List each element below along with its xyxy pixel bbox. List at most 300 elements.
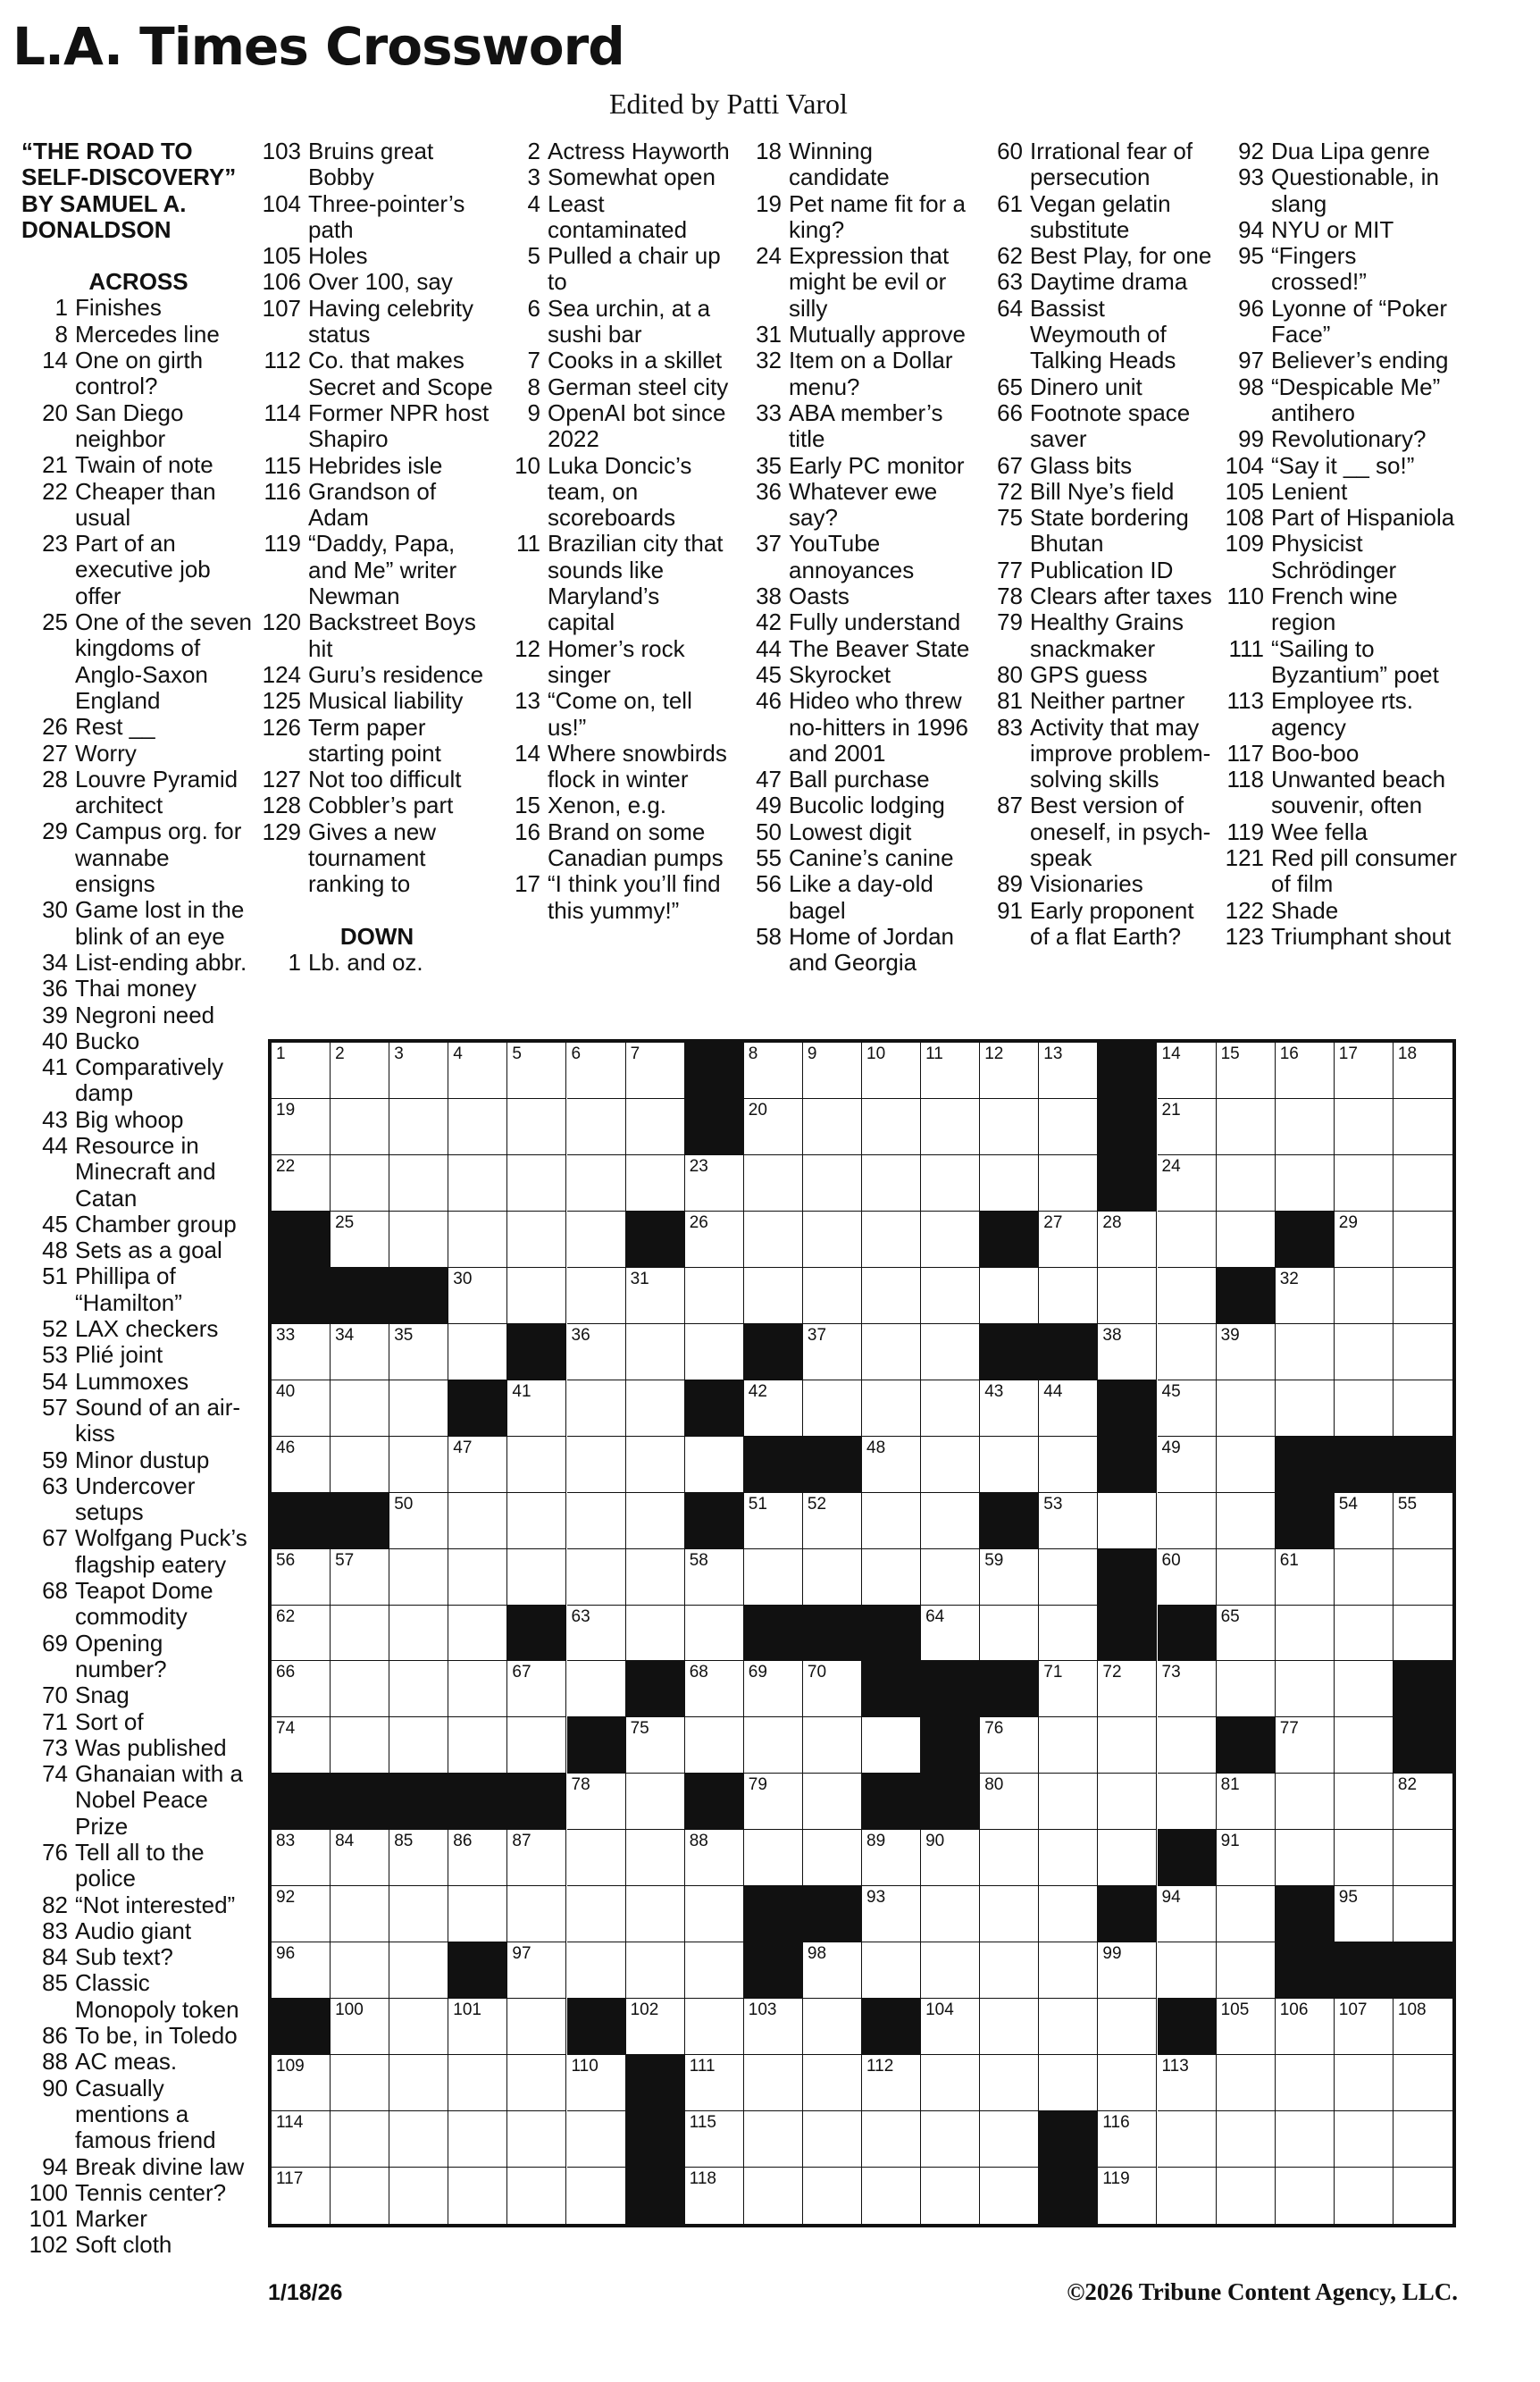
grid-square[interactable] [1039,1886,1098,1942]
grid-square[interactable] [1394,1774,1452,1830]
grid-square[interactable] [507,1717,566,1774]
grid-square[interactable] [331,2111,389,2168]
grid-square[interactable] [921,1830,980,1886]
grid-square[interactable] [448,1493,507,1549]
grid-square[interactable] [921,1437,980,1493]
grid-square[interactable] [1158,1942,1217,1999]
grid-square[interactable] [1217,1099,1276,1155]
grid-square[interactable] [980,1043,1039,1099]
grid-square[interactable] [1335,1155,1394,1212]
grid-square[interactable] [1335,1099,1394,1155]
grid-square[interactable] [803,1999,862,2055]
grid-square[interactable] [1217,2055,1276,2111]
grid-square[interactable] [921,2168,980,2224]
grid-square[interactable] [744,1493,803,1549]
grid-square[interactable] [921,1099,980,1155]
grid-square[interactable] [389,1437,448,1493]
grid-square[interactable] [626,1099,685,1155]
grid-square[interactable] [803,1324,862,1380]
grid-square[interactable] [803,2055,862,2111]
grid-square[interactable] [1098,1324,1157,1380]
grid-square[interactable] [685,1268,744,1324]
grid-square[interactable] [1217,1606,1276,1662]
grid-square[interactable] [1039,1268,1098,1324]
grid-square[interactable] [507,1886,566,1942]
grid-square[interactable] [272,1886,331,1942]
grid-square[interactable] [1335,2168,1394,2224]
grid-square[interactable] [685,1886,744,1942]
grid-square[interactable] [1098,1661,1157,1717]
grid-square[interactable] [331,1830,389,1886]
grid-square[interactable] [567,2055,626,2111]
grid-square[interactable] [507,1268,566,1324]
grid-square[interactable] [1217,1830,1276,1886]
grid-square[interactable] [448,1155,507,1212]
grid-square[interactable] [272,1155,331,1212]
grid-square[interactable] [862,1212,921,1268]
grid-square[interactable] [626,1437,685,1493]
grid-square[interactable] [626,1380,685,1437]
grid-square[interactable] [567,1493,626,1549]
grid-square[interactable] [1039,1155,1098,1212]
grid-square[interactable] [448,1606,507,1662]
grid-square[interactable] [1039,2055,1098,2111]
grid-square[interactable] [803,1380,862,1437]
grid-square[interactable] [1158,1717,1217,1774]
grid-square[interactable] [921,1549,980,1606]
grid-square[interactable] [1276,1043,1335,1099]
grid-square[interactable] [862,1043,921,1099]
grid-square[interactable] [448,1324,507,1380]
grid-square[interactable] [448,1437,507,1493]
grid-square[interactable] [744,1043,803,1099]
grid-square[interactable] [1217,1999,1276,2055]
grid-square[interactable] [626,1830,685,1886]
grid-square[interactable] [980,1099,1039,1155]
grid-square[interactable] [567,1549,626,1606]
grid-square[interactable] [272,1606,331,1662]
grid-square[interactable] [331,1717,389,1774]
grid-square[interactable] [567,1380,626,1437]
grid-square[interactable] [1039,1830,1098,1886]
grid-square[interactable] [1394,1043,1452,1099]
grid-square[interactable] [331,1437,389,1493]
grid-square[interactable] [862,1268,921,1324]
grid-square[interactable] [980,1942,1039,1999]
grid-square[interactable] [1158,1493,1217,1549]
grid-square[interactable] [803,1661,862,1717]
grid-square[interactable] [803,1043,862,1099]
grid-square[interactable] [862,1549,921,1606]
grid-square[interactable] [1039,1493,1098,1549]
grid-square[interactable] [1335,1774,1394,1830]
grid-square[interactable] [980,1717,1039,1774]
grid-square[interactable] [626,1886,685,1942]
grid-square[interactable] [862,1942,921,1999]
grid-square[interactable] [626,1324,685,1380]
grid-square[interactable] [1039,1606,1098,1662]
grid-square[interactable] [1217,1942,1276,1999]
grid-square[interactable] [921,1043,980,1099]
grid-square[interactable] [1276,1155,1335,1212]
grid-square[interactable] [1276,1549,1335,1606]
grid-square[interactable] [507,1437,566,1493]
grid-square[interactable] [1158,2111,1217,2168]
grid-square[interactable] [921,1380,980,1437]
grid-square[interactable] [1276,1268,1335,1324]
grid-square[interactable] [744,1661,803,1717]
grid-square[interactable] [980,1999,1039,2055]
grid-square[interactable] [1158,1099,1217,1155]
grid-square[interactable] [272,2111,331,2168]
grid-square[interactable] [389,1493,448,1549]
grid-square[interactable] [980,1437,1039,1493]
grid-square[interactable] [921,1999,980,2055]
grid-square[interactable] [448,2111,507,2168]
grid-square[interactable] [1276,1324,1335,1380]
grid-square[interactable] [389,1886,448,1942]
grid-square[interactable] [1158,1212,1217,1268]
grid-square[interactable] [331,1155,389,1212]
grid-square[interactable] [1158,2168,1217,2224]
grid-square[interactable] [803,2111,862,2168]
grid-square[interactable] [507,2111,566,2168]
grid-square[interactable] [567,1942,626,1999]
grid-square[interactable] [1394,2111,1452,2168]
grid-square[interactable] [980,1155,1039,1212]
grid-square[interactable] [272,1830,331,1886]
grid-square[interactable] [1098,2055,1157,2111]
grid-square[interactable] [980,2055,1039,2111]
grid-square[interactable] [507,1212,566,1268]
grid-square[interactable] [331,2055,389,2111]
grid-square[interactable] [507,1493,566,1549]
grid-square[interactable] [1039,1212,1098,1268]
grid-square[interactable] [272,1380,331,1437]
grid-square[interactable] [744,1268,803,1324]
grid-square[interactable] [1217,1212,1276,1268]
grid-square[interactable] [744,1717,803,1774]
grid-square[interactable] [980,1268,1039,1324]
grid-square[interactable] [921,1886,980,1942]
grid-square[interactable] [1158,1268,1217,1324]
grid-square[interactable] [803,1942,862,1999]
grid-square[interactable] [744,1099,803,1155]
grid-square[interactable] [1276,1830,1335,1886]
grid-square[interactable] [1394,1155,1452,1212]
grid-square[interactable] [1335,1549,1394,1606]
grid-square[interactable] [448,1212,507,1268]
grid-square[interactable] [1039,1774,1098,1830]
grid-square[interactable] [1394,1268,1452,1324]
grid-square[interactable] [1039,1661,1098,1717]
grid-square[interactable] [1335,1493,1394,1549]
grid-square[interactable] [389,1212,448,1268]
grid-square[interactable] [685,1999,744,2055]
grid-square[interactable] [744,1155,803,1212]
grid-square[interactable] [389,1099,448,1155]
grid-square[interactable] [1276,1999,1335,2055]
grid-square[interactable] [567,1268,626,1324]
grid-square[interactable] [567,1886,626,1942]
grid-square[interactable] [626,1549,685,1606]
grid-square[interactable] [448,1999,507,2055]
grid-square[interactable] [685,1661,744,1717]
grid-square[interactable] [744,1380,803,1437]
grid-square[interactable] [1394,2055,1452,2111]
grid-square[interactable] [862,2111,921,2168]
grid-square[interactable] [272,2168,331,2224]
grid-square[interactable] [1217,1437,1276,1493]
grid-square[interactable] [389,1717,448,1774]
grid-square[interactable] [1158,1886,1217,1942]
grid-square[interactable] [272,1437,331,1493]
grid-square[interactable] [744,2055,803,2111]
grid-square[interactable] [448,1043,507,1099]
grid-square[interactable] [1394,1999,1452,2055]
grid-square[interactable] [331,1212,389,1268]
grid-square[interactable] [448,1661,507,1717]
grid-square[interactable] [1158,1043,1217,1099]
grid-square[interactable] [1098,1774,1157,1830]
grid-square[interactable] [921,1155,980,1212]
grid-square[interactable] [1098,1942,1157,1999]
grid-square[interactable] [862,1380,921,1437]
grid-square[interactable] [685,2055,744,2111]
grid-square[interactable] [626,1999,685,2055]
grid-square[interactable] [331,1886,389,1942]
grid-square[interactable] [1276,1717,1335,1774]
grid-square[interactable] [389,1155,448,1212]
grid-square[interactable] [626,1774,685,1830]
grid-square[interactable] [507,2055,566,2111]
grid-square[interactable] [862,1155,921,1212]
grid-square[interactable] [980,2168,1039,2224]
grid-square[interactable] [507,1999,566,2055]
grid-square[interactable] [803,1099,862,1155]
grid-square[interactable] [685,1155,744,1212]
grid-square[interactable] [1039,1043,1098,1099]
grid-square[interactable] [567,1606,626,1662]
grid-square[interactable] [507,1099,566,1155]
grid-square[interactable] [567,1830,626,1886]
grid-square[interactable] [389,1661,448,1717]
grid-square[interactable] [507,1661,566,1717]
grid-square[interactable] [1098,1717,1157,1774]
grid-square[interactable] [921,1324,980,1380]
grid-square[interactable] [1276,1099,1335,1155]
grid-square[interactable] [1335,1830,1394,1886]
grid-square[interactable] [389,1380,448,1437]
grid-square[interactable] [1335,1661,1394,1717]
grid-square[interactable] [507,1380,566,1437]
grid-square[interactable] [567,1324,626,1380]
grid-square[interactable] [1276,2055,1335,2111]
grid-square[interactable] [626,1268,685,1324]
grid-square[interactable] [744,1830,803,1886]
grid-square[interactable] [921,1606,980,1662]
grid-square[interactable] [685,1212,744,1268]
grid-square[interactable] [389,1043,448,1099]
grid-square[interactable] [1217,1380,1276,1437]
grid-square[interactable] [507,1043,566,1099]
grid-square[interactable] [1158,1324,1217,1380]
grid-square[interactable] [803,1549,862,1606]
grid-square[interactable] [272,1942,331,1999]
grid-square[interactable] [626,1606,685,1662]
grid-square[interactable] [744,1549,803,1606]
grid-square[interactable] [1217,1324,1276,1380]
grid-square[interactable] [1335,1606,1394,1662]
grid-square[interactable] [448,1099,507,1155]
grid-square[interactable] [1217,2111,1276,2168]
grid-square[interactable] [1217,1661,1276,1717]
grid-square[interactable] [331,1942,389,1999]
grid-square[interactable] [980,1830,1039,1886]
grid-square[interactable] [1158,1549,1217,1606]
grid-square[interactable] [507,2168,566,2224]
grid-square[interactable] [1335,1043,1394,1099]
grid-square[interactable] [567,1043,626,1099]
grid-square[interactable] [567,1437,626,1493]
grid-square[interactable] [448,1549,507,1606]
grid-square[interactable] [862,1493,921,1549]
grid-square[interactable] [331,1043,389,1099]
grid-square[interactable] [567,1212,626,1268]
grid-square[interactable] [1098,1268,1157,1324]
grid-square[interactable] [1335,1324,1394,1380]
grid-square[interactable] [1217,1043,1276,1099]
grid-square[interactable] [685,1437,744,1493]
grid-square[interactable] [862,2055,921,2111]
grid-square[interactable] [1158,1774,1217,1830]
grid-square[interactable] [862,1324,921,1380]
grid-square[interactable] [1335,1717,1394,1774]
grid-square[interactable] [921,1942,980,1999]
grid-square[interactable] [507,1830,566,1886]
grid-square[interactable] [567,1661,626,1717]
grid-square[interactable] [1039,1999,1098,2055]
grid-square[interactable] [862,1830,921,1886]
grid-square[interactable] [1158,1437,1217,1493]
grid-square[interactable] [921,1493,980,1549]
grid-square[interactable] [921,2111,980,2168]
grid-square[interactable] [1217,1155,1276,1212]
grid-square[interactable] [389,1549,448,1606]
grid-square[interactable] [331,1324,389,1380]
grid-square[interactable] [1394,1886,1452,1942]
grid-square[interactable] [331,1999,389,2055]
grid-square[interactable] [1394,1380,1452,1437]
grid-square[interactable] [567,1774,626,1830]
grid-square[interactable] [1217,1493,1276,1549]
grid-square[interactable] [389,2111,448,2168]
grid-square[interactable] [1394,1549,1452,1606]
grid-square[interactable] [685,1606,744,1662]
grid-square[interactable] [862,1437,921,1493]
grid-square[interactable] [803,1268,862,1324]
grid-square[interactable] [272,1099,331,1155]
grid-square[interactable] [1217,2168,1276,2224]
grid-square[interactable] [272,1661,331,1717]
grid-square[interactable] [626,1717,685,1774]
grid-square[interactable] [331,1380,389,1437]
grid-square[interactable] [980,1380,1039,1437]
grid-square[interactable] [921,1268,980,1324]
grid-square[interactable] [272,1324,331,1380]
grid-square[interactable] [1394,1493,1452,1549]
grid-square[interactable] [980,1549,1039,1606]
grid-square[interactable] [744,2168,803,2224]
grid-square[interactable] [980,1606,1039,1662]
grid-square[interactable] [448,1268,507,1324]
grid-square[interactable] [1335,2055,1394,2111]
grid-square[interactable] [803,1830,862,1886]
grid-square[interactable] [1394,1606,1452,1662]
grid-square[interactable] [448,1886,507,1942]
grid-square[interactable] [272,1549,331,1606]
grid-square[interactable] [507,1155,566,1212]
grid-square[interactable] [921,1212,980,1268]
grid-square[interactable] [1217,1549,1276,1606]
grid-square[interactable] [685,1942,744,1999]
grid-square[interactable] [567,2111,626,2168]
grid-square[interactable] [626,1155,685,1212]
grid-square[interactable] [685,1324,744,1380]
grid-square[interactable] [980,2111,1039,2168]
grid-square[interactable] [803,1717,862,1774]
grid-square[interactable] [448,2055,507,2111]
grid-square[interactable] [1039,1380,1098,1437]
grid-square[interactable] [272,1717,331,1774]
grid-square[interactable] [389,1324,448,1380]
grid-square[interactable] [1276,2111,1335,2168]
grid-square[interactable] [331,1661,389,1717]
grid-square[interactable] [1039,1942,1098,1999]
grid-square[interactable] [685,1549,744,1606]
grid-square[interactable] [331,2168,389,2224]
grid-square[interactable] [389,1830,448,1886]
grid-square[interactable] [862,1099,921,1155]
grid-square[interactable] [1394,1099,1452,1155]
grid-square[interactable] [1394,2168,1452,2224]
grid-square[interactable] [1276,1774,1335,1830]
grid-square[interactable] [744,1999,803,2055]
grid-square[interactable] [448,1717,507,1774]
grid-square[interactable] [980,1774,1039,1830]
grid-square[interactable] [1335,1999,1394,2055]
grid-square[interactable] [862,1717,921,1774]
grid-square[interactable] [448,2168,507,2224]
grid-square[interactable] [389,1999,448,2055]
grid-square[interactable] [1335,1886,1394,1942]
grid-square[interactable] [1158,1155,1217,1212]
grid-square[interactable] [1335,1268,1394,1324]
grid-square[interactable] [1276,2168,1335,2224]
grid-square[interactable] [1098,2168,1157,2224]
grid-square[interactable] [507,1549,566,1606]
grid-square[interactable] [1335,1380,1394,1437]
grid-square[interactable] [272,1043,331,1099]
grid-square[interactable] [803,2168,862,2224]
grid-square[interactable] [1158,1380,1217,1437]
grid-square[interactable] [626,1043,685,1099]
grid-square[interactable] [567,2168,626,2224]
grid-square[interactable] [921,2055,980,2111]
grid-square[interactable] [1039,1437,1098,1493]
grid-square[interactable] [1098,1212,1157,1268]
grid-square[interactable] [803,1212,862,1268]
